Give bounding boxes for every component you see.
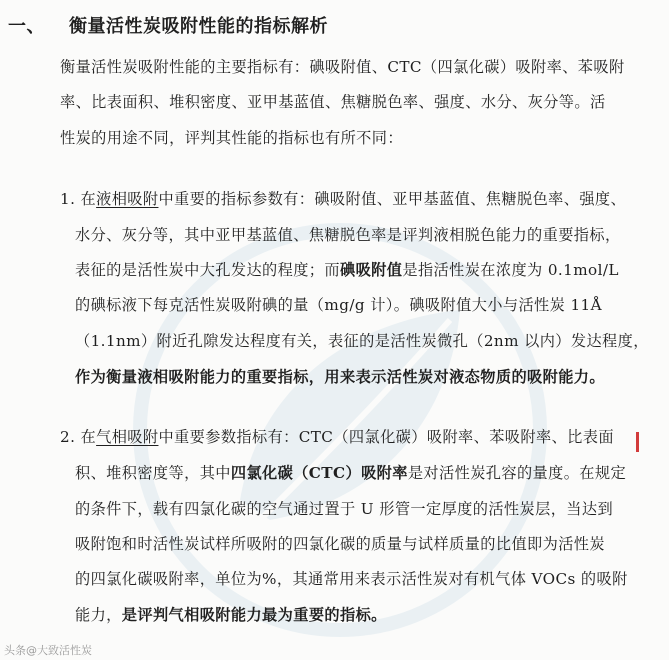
iodine-value-term: 碘吸附值	[340, 261, 403, 279]
intro-line-1: 衡量活性炭吸附性能的主要指标有：碘吸附值、CTC（四氯化碳）吸附率、苯吸附	[60, 58, 625, 76]
item2-line-1-rest: 中重要参数指标有：CTC（四氯化碳）吸附率、苯吸附率、比表面	[158, 428, 614, 446]
item1-line-6: 作为衡量液相吸附能力的重要指标，用来表示活性炭对液态物质的吸附能力。	[75, 368, 605, 386]
item1-line-1	[60, 188, 626, 209]
item2-line-3: 的条件下，载有四氯化碳的空气通过置于 U 形管一定厚度的活性炭层，当达到	[75, 500, 614, 518]
item2-line-6	[75, 604, 387, 625]
item2-line-4: 吸附饱和时活性炭试样所吸附的四氯化碳的质量与试样质量的比值即为活性炭	[75, 535, 605, 553]
item2-line-2	[75, 462, 626, 483]
item1-line-3	[75, 259, 619, 280]
item2-line-1	[60, 426, 614, 447]
gas-adsorption-term: 气相吸附	[96, 428, 159, 446]
item1-line-1-rest: 中重要的指标参数有：碘吸附值、亚甲基蓝值、焦糖脱色率、强度、	[158, 190, 627, 208]
intro-line-3: 性炭的用途不同，评判其性能的指标也有所不同：	[60, 129, 403, 147]
section-title: 衡量活性炭吸附性能的指标解析	[69, 16, 328, 37]
liquid-adsorption-term: 液相吸附	[96, 190, 159, 208]
item1-line-3-end: 是指活性炭在浓度为 0.1mol/L	[402, 261, 619, 279]
item2-conclusion: 是评判气相吸附能力最为重要的指标。	[121, 606, 387, 624]
item1-line-4: 的碘标液下每克活性炭吸附碘的量（mg/g 计）。碘吸附值大小与活性炭 11Å	[75, 296, 602, 314]
item2-line-6-start: 能力，	[75, 606, 122, 624]
item2-line-2-end: 是对活性炭孔容的量度。在规定	[407, 464, 627, 482]
section-heading	[8, 12, 328, 38]
item2-line-2-start: 积、堆积密度等，其中	[75, 464, 231, 482]
item1-prefix: 1. 在	[60, 190, 97, 208]
red-pen-mark	[636, 432, 639, 452]
ctc-adsorption-term: 四氯化碳（CTC）吸附率	[230, 464, 408, 482]
section-number: 一、	[8, 16, 45, 37]
item1-line-5: （1.1nm）附近孔隙发达程度有关，表征的是活性炭微孔（2nm 以内）发达程度，	[75, 332, 649, 350]
intro-line-2: 率、比表面积、堆积密度、亚甲基蓝值、焦糖脱色率、强度、水分、灰分等。活	[60, 93, 606, 111]
item1-line-3-start: 表征的是活性炭中大孔发达的程度；而	[75, 261, 340, 279]
item2-prefix: 2. 在	[60, 428, 97, 446]
item2-line-5: 的四氯化碳吸附率，单位为%，其通常用来表示活性炭对有机气体 VOCs 的吸附	[75, 570, 628, 588]
item1-line-2: 水分、灰分等，其中亚甲基蓝值、焦糖脱色率是评判液相脱色能力的重要指标，	[75, 226, 621, 244]
footer-logo: 头条@大致活性炭	[4, 644, 92, 657]
